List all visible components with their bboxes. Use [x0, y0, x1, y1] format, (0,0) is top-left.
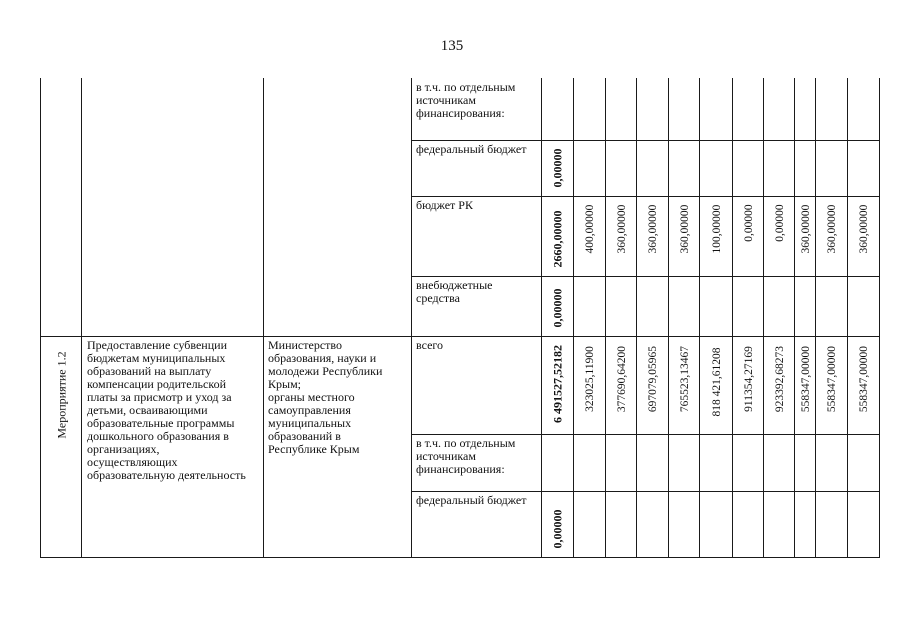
measure-label: Мероприятие 1.2	[54, 351, 68, 439]
column-divider	[605, 78, 606, 557]
year-value: 697079,05965	[647, 345, 659, 412]
year-value: 400,00000	[584, 205, 596, 254]
funding-source-label: в т.ч. по отдельным источникам финансирования:	[416, 80, 516, 120]
year-value: 360,00000	[826, 205, 838, 254]
row-divider	[411, 491, 880, 492]
column-divider	[636, 78, 637, 557]
column-divider	[763, 78, 764, 557]
year-value: 100,00000	[710, 205, 723, 254]
column-divider	[81, 78, 82, 557]
funding-source-label: федеральный бюджет	[416, 493, 527, 507]
year-value: 360,00000	[678, 205, 691, 254]
row-divider	[40, 557, 880, 558]
funding-source-label: внебюджетные средства	[416, 278, 493, 305]
year-value: 0,00000	[742, 204, 755, 243]
page-number: 135	[440, 38, 464, 54]
year-value: 558347,00000	[858, 345, 870, 412]
column-divider	[263, 78, 264, 557]
total-value: 0,00000	[550, 148, 565, 188]
row-divider	[411, 196, 880, 197]
row-divider	[40, 336, 880, 337]
year-value: 360,00000	[858, 205, 870, 254]
total-value: 0,00000	[550, 509, 565, 549]
row-divider	[411, 434, 880, 435]
column-divider	[847, 78, 848, 557]
row-divider	[411, 140, 880, 141]
funding-source-label: бюджет РК	[416, 198, 473, 212]
year-value: 360,00000	[799, 205, 812, 254]
measure-description: Предоставление субвенции бюджетам муниципальных образований на выплату компенсации родительской платы за присмотр и уход за детьми, осваивающими образовательные программы дошкольного образования в организациях, осуществляющих образовательную деятельность	[87, 338, 246, 482]
column-divider	[699, 78, 700, 557]
total-value: 0,00000	[550, 288, 565, 328]
year-value: 360,00000	[615, 205, 628, 254]
funding-source-label: в т.ч. по отдельным источникам финансирования:	[416, 436, 516, 476]
year-value: 0,00000	[773, 204, 786, 243]
year-value: 377690,64200	[615, 345, 628, 412]
year-value: 923392,68273	[773, 345, 786, 412]
funding-source-label: всего	[416, 338, 444, 352]
total-value: 2660,00000	[550, 210, 565, 267]
total-value: 6 491527,52182	[550, 344, 565, 423]
column-divider	[541, 78, 542, 557]
year-value: 558347,00000	[826, 345, 838, 412]
column-divider	[815, 78, 816, 557]
column-divider	[732, 78, 733, 557]
measure-executors: Министерство образования, науки и молодежи Республики Крым; органы местного самоуправления муниципальных образований в Республике Крым	[268, 338, 383, 456]
year-value: 323025,11900	[584, 345, 596, 412]
column-divider	[668, 78, 669, 557]
year-value: 558347,00000	[799, 345, 812, 412]
row-divider	[411, 276, 880, 277]
column-divider	[879, 78, 880, 557]
column-divider	[40, 78, 41, 557]
year-value: 360,00000	[647, 205, 659, 254]
year-value: 818 421,61208	[710, 347, 723, 417]
year-value: 911354,27169	[742, 345, 755, 412]
column-divider	[573, 78, 574, 557]
year-value: 765523,13467	[678, 345, 691, 412]
funding-source-label: федеральный бюджет	[416, 142, 527, 156]
column-divider	[411, 78, 412, 557]
column-divider	[794, 78, 795, 557]
